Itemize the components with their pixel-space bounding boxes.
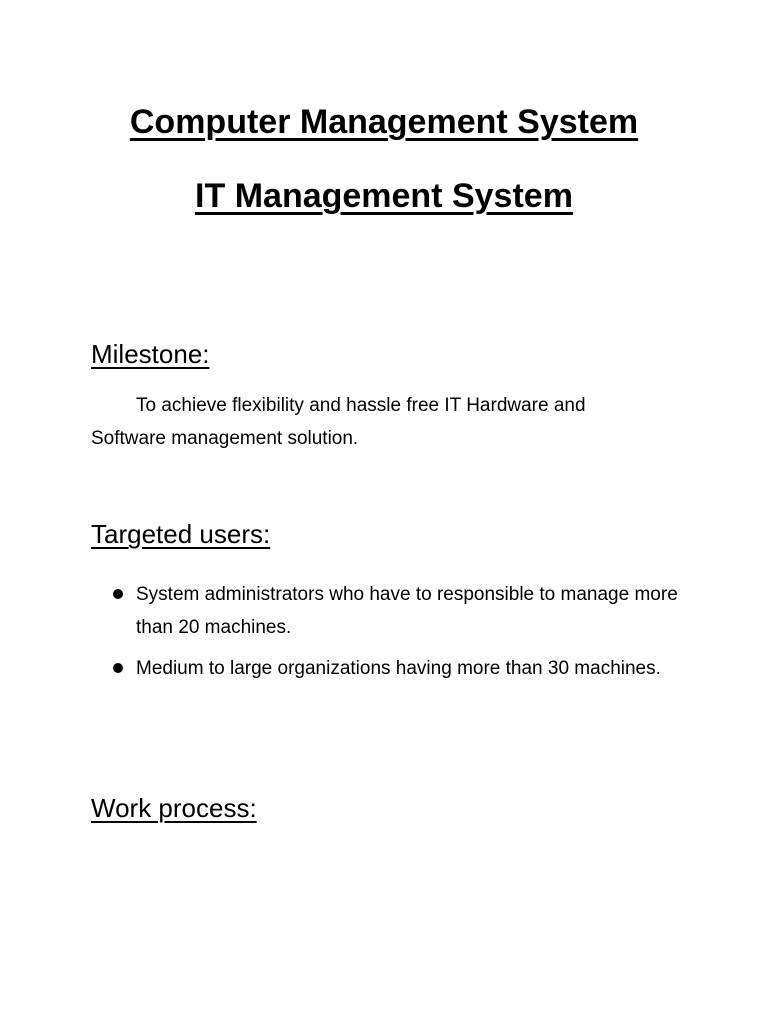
targeted-users-heading-text: Targeted users: (91, 519, 271, 549)
list-item-text: System administrators who have to responsible to manage more than 20 machines. (136, 584, 678, 638)
document-title-text: Computer Management System (129, 103, 639, 141)
document-subtitle (0, 176, 768, 216)
milestone-paragraph: To achieve flexibility and hassle free IT Hardware and Software management solution. (91, 395, 586, 449)
bullet-dot-icon (113, 663, 123, 673)
list-item-text: Medium to large organizations having more than 30 machines. (136, 658, 661, 679)
list-item (91, 578, 691, 644)
document-subtitle-text: IT Management System (195, 177, 573, 215)
milestone-heading-text: Milestone: (91, 339, 210, 369)
targeted-users-heading (91, 518, 270, 550)
work-process-heading (91, 792, 257, 824)
document-title (0, 102, 768, 142)
bullet-dot-icon (113, 589, 123, 599)
targeted-users-list (91, 578, 691, 693)
work-process-heading-text: Work process: (91, 793, 257, 823)
milestone-heading (91, 338, 210, 370)
list-item (91, 652, 691, 685)
